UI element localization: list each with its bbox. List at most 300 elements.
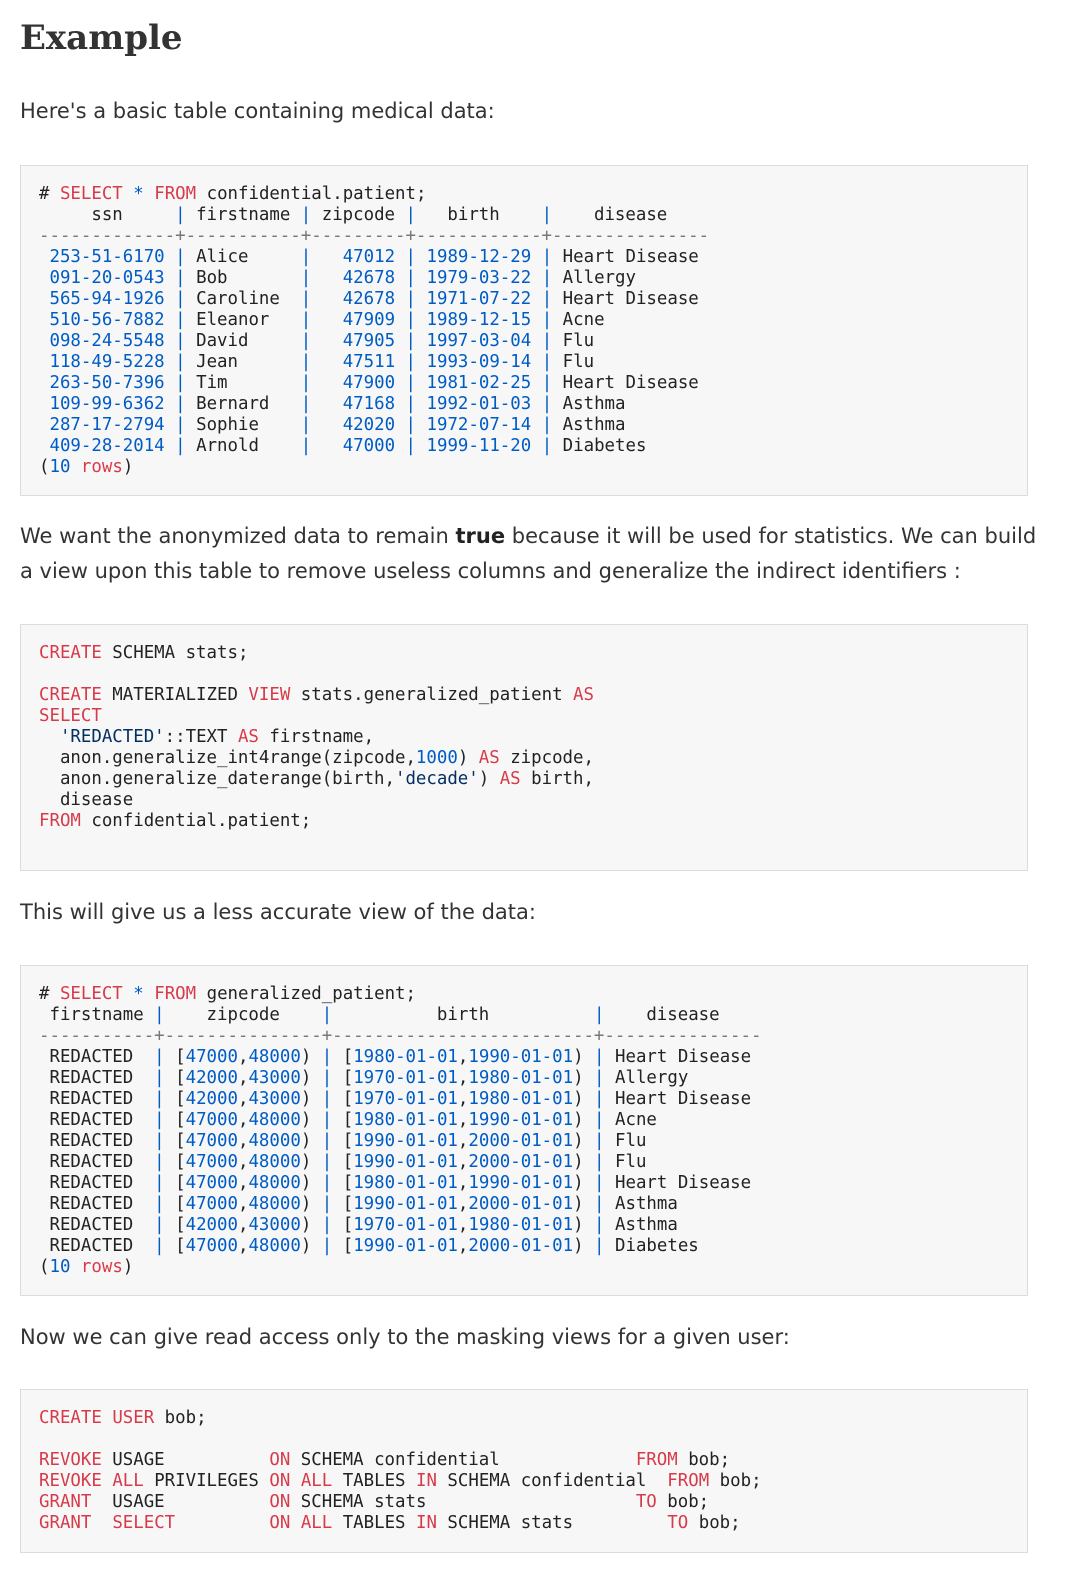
code-token: 1999-11-20	[426, 436, 532, 456]
code-token: Acne	[604, 1110, 657, 1130]
code-token: REDACTED	[39, 1131, 155, 1151]
code-token	[311, 415, 342, 435]
code-token: |	[405, 394, 417, 414]
code-token: |	[300, 310, 312, 330]
code-token: |	[594, 1194, 605, 1214]
code-token: 409-28-2014	[49, 436, 165, 456]
code-token: [	[164, 1089, 186, 1109]
code-token: |	[594, 1173, 605, 1193]
code-token: Heart Disease	[552, 373, 699, 393]
code-token: Sophie	[185, 415, 301, 435]
code-token: 1990-01-01	[353, 1152, 458, 1172]
code-token: Flu	[604, 1131, 647, 1151]
code-token: )	[300, 1194, 322, 1214]
code-token: REDACTED	[39, 1068, 155, 1088]
code-token	[102, 1471, 112, 1491]
code-token: |	[594, 1047, 605, 1067]
code-token: Tim	[185, 373, 301, 393]
code-token	[311, 331, 342, 351]
code-token: Heart Disease	[552, 289, 699, 309]
code-token: ::TEXT	[164, 727, 238, 747]
code-token: 'REDACTED'	[59, 727, 165, 747]
code-token: USAGE	[101, 1450, 270, 1470]
code-token: 1980-01-01	[468, 1089, 574, 1109]
code-token: TO	[635, 1492, 657, 1512]
code-token: SELECT	[59, 184, 123, 204]
code-token: 43000	[248, 1068, 301, 1088]
code-token: (	[39, 1257, 50, 1277]
code-token: 2000-01-01	[468, 1152, 574, 1172]
code-token	[395, 268, 405, 288]
code-token: 2000-01-01	[468, 1194, 574, 1214]
code-token: |	[593, 1005, 605, 1025]
code-token	[165, 352, 175, 372]
code-token: |	[321, 1194, 333, 1214]
code-token: [	[332, 1194, 354, 1214]
code-token	[395, 394, 405, 414]
code-token: [	[164, 1194, 186, 1214]
code-token	[311, 310, 342, 330]
code-token: 47000	[185, 1047, 238, 1067]
code-token: ,	[457, 1131, 469, 1151]
code-token: 1993-09-14	[426, 352, 532, 372]
code-token: REDACTED	[39, 1110, 155, 1130]
code-line	[39, 415, 1009, 436]
code-token: birth,	[520, 769, 594, 789]
code-token: 47000	[342, 436, 396, 456]
code-token: )	[300, 1173, 322, 1193]
code-token: |	[541, 247, 553, 267]
code-token: 1000	[415, 748, 458, 768]
code-token: #	[39, 984, 60, 1004]
code-token: )	[573, 1215, 595, 1235]
code-token: |	[175, 394, 186, 414]
code-line	[39, 310, 1009, 331]
para-text-after: because it will be used for statistics. We can build a view upon this table to remove useless columns and generalize the indirect identifiers :	[20, 524, 1037, 583]
code-token: rows	[80, 1257, 123, 1277]
code-line	[39, 394, 1009, 415]
code-token: |	[175, 373, 186, 393]
code-token: )	[300, 1047, 322, 1067]
code-token: zipcode	[164, 1005, 322, 1025]
code-token: ,	[237, 1110, 249, 1130]
code-token: 263-50-7396	[49, 373, 165, 393]
code-token	[165, 310, 175, 330]
code-token: FROM	[154, 184, 197, 204]
code-token: |	[300, 373, 312, 393]
code-token	[395, 352, 405, 372]
code-token: USER	[112, 1408, 155, 1428]
code-line	[39, 289, 1009, 310]
code-line	[39, 1492, 1009, 1513]
code-token: bob;	[709, 1471, 762, 1491]
code-token: anon.generalize_daterange(birth,	[39, 769, 395, 789]
code-token: stats.generalized_patient	[290, 685, 574, 705]
code-token: TABLES	[332, 1471, 416, 1491]
code-token: AS	[499, 769, 521, 789]
code-token: ,	[237, 1194, 249, 1214]
code-token: [	[332, 1047, 354, 1067]
code-token	[416, 394, 426, 414]
code-token	[39, 247, 49, 267]
code-token: |	[541, 436, 553, 456]
code-token: |	[321, 1110, 333, 1130]
code-token: rows	[80, 457, 123, 477]
code-token: ,	[457, 1089, 469, 1109]
code-token: 2000-01-01	[468, 1236, 574, 1256]
code-token: |	[321, 1047, 333, 1067]
code-token: |	[405, 268, 417, 288]
code-token: )	[573, 1152, 595, 1172]
access-paragraph: Now we can give read access only to the masking views for a given user:	[20, 1325, 790, 1349]
code-token: |	[300, 268, 312, 288]
code-token: |	[541, 373, 553, 393]
code-token	[165, 415, 175, 435]
code-token: FROM	[39, 811, 81, 831]
code-token	[311, 247, 342, 267]
code-token: [	[164, 1131, 186, 1151]
code-token: )	[478, 769, 500, 789]
code-token: |	[300, 289, 312, 309]
code-token: 42000	[185, 1089, 238, 1109]
code-token: Heart Disease	[604, 1089, 752, 1109]
code-token	[123, 984, 133, 1004]
code-token: |	[541, 415, 553, 435]
code-token: 48000	[248, 1194, 301, 1214]
code-token: [	[332, 1068, 354, 1088]
code-line	[39, 727, 1009, 748]
code-token: 47511	[342, 352, 396, 372]
code-line	[39, 1026, 1009, 1047]
code-token: bob;	[677, 1450, 731, 1470]
code-token: GRANT	[39, 1492, 92, 1512]
code-token	[290, 1513, 300, 1533]
code-token	[290, 1471, 300, 1491]
code-token: [	[332, 1152, 354, 1172]
code-token: ,	[457, 1110, 469, 1130]
code-token	[531, 310, 541, 330]
code-token: SELECT	[39, 706, 102, 726]
code-token: ON	[269, 1513, 291, 1533]
code-token	[416, 415, 426, 435]
code-token: |	[321, 1152, 333, 1172]
code-token: CREATE	[39, 1408, 102, 1428]
code-token	[144, 184, 154, 204]
code-token: 1990-01-01	[353, 1194, 458, 1214]
code-token: [	[332, 1215, 354, 1235]
code-token: REDACTED	[39, 1089, 155, 1109]
code-token: 1990-01-01	[468, 1173, 574, 1193]
code-token: zipcode	[311, 205, 406, 225]
code-token	[39, 268, 49, 288]
code-token: |	[405, 247, 417, 267]
code-token: |	[321, 1173, 333, 1193]
code-token	[311, 373, 342, 393]
code-token: GRANT	[39, 1513, 92, 1533]
code-token: ,	[457, 1194, 469, 1214]
code-token: Asthma	[604, 1215, 678, 1235]
code-token: REDACTED	[39, 1152, 155, 1172]
code-token: )	[573, 1110, 595, 1130]
code-token: 47000	[185, 1152, 238, 1172]
code-token: ALL	[300, 1471, 333, 1491]
code-token: 48000	[248, 1152, 301, 1172]
code-token	[311, 268, 342, 288]
code-token: REVOKE	[39, 1450, 102, 1470]
code-token: 1989-12-15	[426, 310, 532, 330]
code-token: 1990-01-01	[353, 1236, 458, 1256]
code-token: )	[457, 748, 479, 768]
code-line	[39, 1068, 1009, 1089]
code-token: 109-99-6362	[49, 394, 165, 414]
code-token: )	[573, 1194, 595, 1214]
code-token: 1990-01-01	[468, 1110, 574, 1130]
code-token: firstname,	[258, 727, 375, 747]
code-token: SELECT	[112, 1513, 176, 1533]
code-token: |	[594, 1215, 605, 1235]
code-block-grants	[20, 1389, 1028, 1553]
code-token	[165, 394, 175, 414]
code-token: CREATE	[39, 643, 102, 663]
code-token: ,	[457, 1068, 469, 1088]
code-line	[39, 373, 1009, 394]
code-token: 1979-03-22	[426, 268, 532, 288]
code-token: 1980-01-01	[468, 1215, 574, 1235]
code-token: |	[154, 1068, 165, 1088]
code-token: |	[541, 310, 553, 330]
code-token: [	[332, 1089, 354, 1109]
code-token: |	[154, 1215, 165, 1235]
code-token: ,	[457, 1215, 469, 1235]
code-token: 091-20-0543	[49, 268, 165, 288]
code-token: |	[541, 289, 553, 309]
code-token: 48000	[248, 1131, 301, 1151]
code-token: ,	[237, 1068, 249, 1088]
code-token: 47900	[342, 373, 396, 393]
code-token	[395, 289, 405, 309]
code-token: firstname	[185, 205, 301, 225]
code-token: |	[405, 436, 417, 456]
code-token: |	[300, 415, 312, 435]
code-token: 1990-01-01	[353, 1131, 458, 1151]
code-token: Flu	[552, 331, 595, 351]
code-token: |	[154, 1005, 165, 1025]
code-token: birth	[332, 1005, 594, 1025]
code-token	[416, 436, 426, 456]
code-token: PRIVILEGES	[143, 1471, 270, 1491]
code-token: |	[541, 352, 553, 372]
code-token: [	[164, 1068, 186, 1088]
code-token	[39, 436, 49, 456]
code-token: 1980-01-01	[353, 1047, 458, 1067]
code-token: SCHEMA stats;	[101, 643, 249, 663]
code-line	[39, 226, 1009, 247]
code-token	[531, 373, 541, 393]
code-token: |	[175, 436, 186, 456]
code-token: )	[122, 457, 134, 477]
code-token: 43000	[248, 1089, 301, 1109]
code-token: bob;	[656, 1492, 710, 1512]
code-token	[395, 331, 405, 351]
code-token: VIEW	[248, 685, 291, 705]
code-token: 42000	[185, 1068, 238, 1088]
code-token: |	[594, 1131, 605, 1151]
code-token: |	[321, 1089, 333, 1109]
code-token	[531, 415, 541, 435]
code-token: ON	[269, 1471, 291, 1491]
code-token	[39, 394, 49, 414]
code-token: )	[300, 1089, 322, 1109]
code-token: 47905	[342, 331, 396, 351]
code-line	[39, 1089, 1009, 1110]
code-token: 47909	[342, 310, 396, 330]
code-token: [	[164, 1173, 186, 1193]
code-token: |	[154, 1089, 165, 1109]
code-token: )	[573, 1089, 595, 1109]
code-line	[39, 1450, 1009, 1471]
code-token: |	[300, 331, 312, 351]
code-token: Asthma	[552, 394, 626, 414]
code-token	[395, 415, 405, 435]
code-line	[39, 331, 1009, 352]
code-token: Flu	[604, 1152, 647, 1172]
code-token: SCHEMA stats	[290, 1492, 636, 1512]
code-token: ON	[269, 1492, 291, 1512]
code-token: |	[300, 205, 312, 225]
code-token: |	[300, 247, 312, 267]
code-token: Bob	[185, 268, 301, 288]
code-token	[165, 373, 175, 393]
code-token	[102, 1408, 112, 1428]
code-token: AS	[573, 685, 594, 705]
code-token	[531, 436, 541, 456]
code-token: |	[541, 268, 553, 288]
code-token: ssn	[39, 205, 176, 225]
code-token: -------------+-----------+---------+------------+---------------	[39, 226, 710, 246]
code-token: 1980-01-01	[353, 1173, 458, 1193]
code-token: 1980-01-01	[468, 1068, 574, 1088]
code-token: 47000	[185, 1110, 238, 1130]
code-line	[39, 352, 1009, 373]
code-token	[165, 268, 175, 288]
code-token	[165, 436, 175, 456]
code-token: 118-49-5228	[49, 352, 165, 372]
code-token	[531, 352, 541, 372]
code-token: *	[133, 184, 144, 204]
code-token: [	[164, 1110, 186, 1130]
code-token: 1970-01-01	[353, 1215, 458, 1235]
code-token	[416, 268, 426, 288]
code-token: ,	[237, 1089, 249, 1109]
code-token	[531, 331, 541, 351]
code-token: 42000	[185, 1215, 238, 1235]
code-line	[39, 1131, 1009, 1152]
code-token	[39, 289, 49, 309]
code-token: |	[405, 310, 417, 330]
code-token: 10	[49, 457, 71, 477]
code-token	[165, 289, 175, 309]
code-token: ,	[457, 1173, 469, 1193]
code-token: ,	[237, 1047, 249, 1067]
code-token: )	[300, 1131, 322, 1151]
code-line	[39, 1152, 1009, 1173]
code-token: IN	[416, 1471, 437, 1491]
code-token: )	[573, 1236, 595, 1256]
code-token: |	[154, 1131, 165, 1151]
code-token: |	[154, 1194, 165, 1214]
code-token: -----------+---------------+-------------------------+---------------	[39, 1026, 762, 1046]
code-token: 47000	[185, 1131, 238, 1151]
code-token: Heart Disease	[604, 1047, 752, 1067]
code-token: Allergy	[552, 268, 636, 288]
code-token	[395, 310, 405, 330]
code-token: |	[300, 436, 312, 456]
code-token: 47000	[185, 1194, 238, 1214]
code-token: REDACTED	[39, 1236, 155, 1256]
code-token: |	[175, 331, 186, 351]
code-line	[39, 205, 1009, 226]
code-token	[39, 352, 49, 372]
code-token: 47012	[342, 247, 396, 267]
code-token: |	[405, 373, 417, 393]
code-token	[39, 310, 49, 330]
code-token: AS	[237, 727, 259, 747]
para-text-before: We want the anonymized data to remain	[20, 524, 456, 548]
code-token: 42678	[342, 289, 396, 309]
code-token: bob;	[688, 1513, 741, 1533]
code-token: SELECT	[59, 984, 123, 1004]
code-line	[39, 1005, 1009, 1026]
code-token	[311, 352, 342, 372]
code-token: [	[164, 1215, 186, 1235]
code-token: |	[541, 331, 553, 351]
code-line	[39, 1236, 1009, 1257]
code-token: TABLES	[332, 1513, 416, 1533]
code-token	[416, 247, 426, 267]
code-token: )	[300, 1236, 322, 1256]
code-token: )	[300, 1068, 322, 1088]
code-token: 48000	[248, 1047, 301, 1067]
code-token: IN	[416, 1513, 437, 1533]
code-token: )	[573, 1068, 595, 1088]
code-token: |	[405, 415, 417, 435]
code-token: 42678	[342, 268, 396, 288]
code-token: 1989-12-29	[426, 247, 532, 267]
code-token: 47000	[185, 1236, 238, 1256]
code-token: 1981-02-25	[426, 373, 532, 393]
code-line	[39, 1173, 1009, 1194]
code-token	[416, 289, 426, 309]
code-token: 48000	[248, 1173, 301, 1193]
code-token: FROM	[667, 1471, 710, 1491]
code-token: Allergy	[604, 1068, 689, 1088]
code-token: |	[405, 289, 417, 309]
intro-paragraph: Here's a basic table containing medical data:	[20, 99, 495, 123]
code-token: |	[541, 394, 553, 414]
code-token: ON	[269, 1450, 291, 1470]
code-token: anon.generalize_int4range(zipcode,	[39, 748, 416, 768]
code-token: ,	[457, 1152, 469, 1172]
code-token: FROM	[635, 1450, 678, 1470]
code-token: |	[321, 1236, 333, 1256]
code-block-create-view	[20, 624, 1028, 871]
code-token	[311, 436, 342, 456]
code-token: ALL	[300, 1513, 333, 1533]
code-token: [	[332, 1131, 354, 1151]
code-token: 47168	[342, 394, 396, 414]
code-token: REDACTED	[39, 1215, 155, 1235]
code-token	[416, 373, 426, 393]
